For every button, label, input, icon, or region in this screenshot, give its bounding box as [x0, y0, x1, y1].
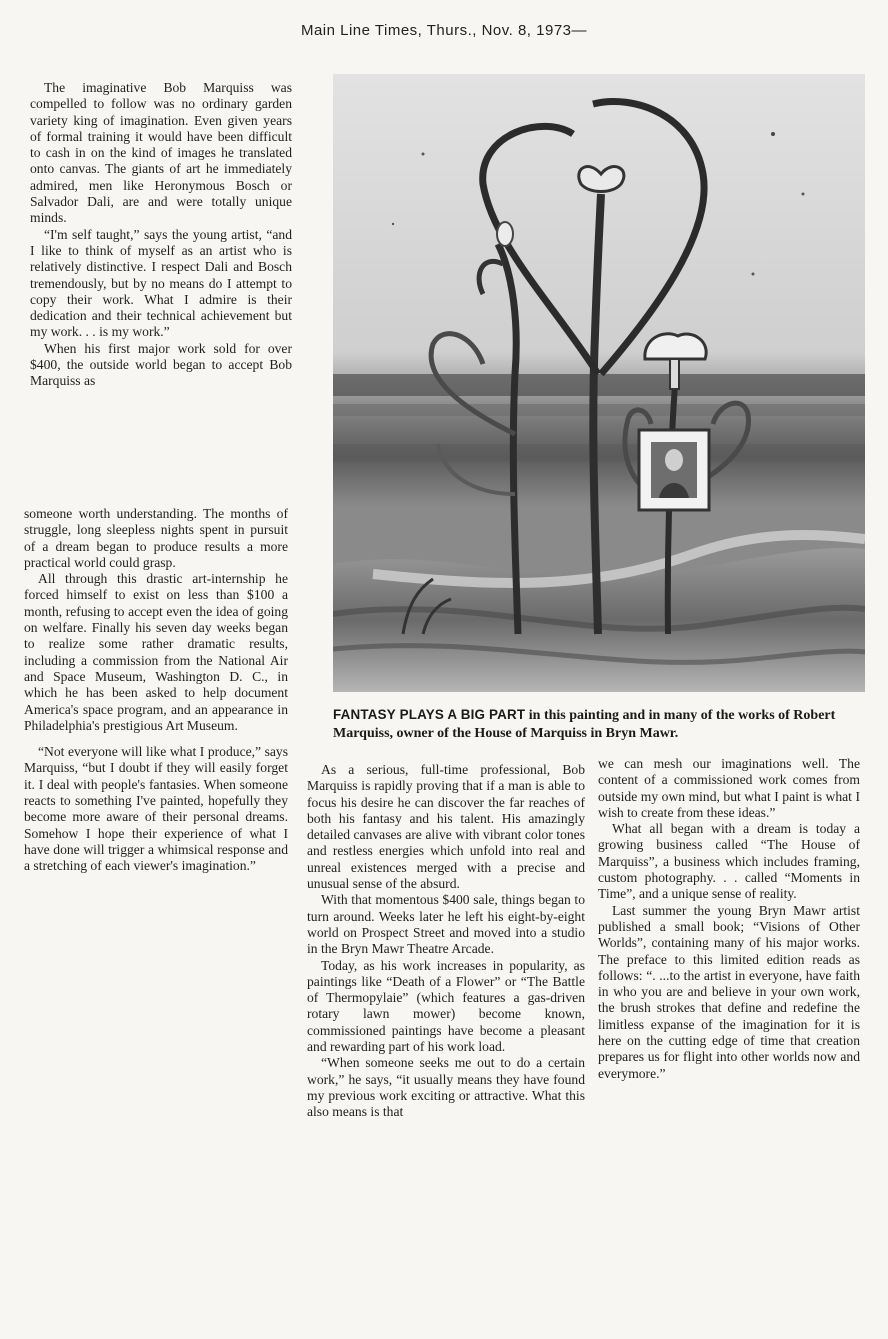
caption-text: in this painting and in many of the works of Robert Marquiss, owner of the House of Marquiss in Bryn Mawr. [333, 708, 836, 741]
paragraph: “Not everyone will like what I produce,” says Marquiss, “but I doubt if they will easily forget it. I deal with people's fantasies. When someone reacts to something I've painted, hopefully they become more aware of their personal dreams. Somehow I hope their experience of what I have done will trigger a whimsical response and a stretching of each viewer's imagination.” [24, 744, 288, 874]
article-column-right [598, 756, 860, 1082]
painting-illustration [333, 74, 865, 692]
photo-caption [333, 706, 873, 742]
article-column-middle [307, 762, 585, 1121]
paragraph: When his first major work sold for over $400, the outside world began to accept Bob Marquiss as [30, 340, 292, 389]
paragraph: What all began with a dream is today a growing business called “The House of Marquiss”, a business which includes framing, custom photography. . . called “Moments in Time”, and a unique sense of reality. [598, 821, 860, 902]
painting-image [333, 74, 865, 692]
paragraph: All through this drastic art-internship he forced himself to exist on less than $100 a month, refusing to accept even the idea of going on welfare. Finally his seven day weeks began to realize some rather dramatic results, including a commission from the National Air and Space Museum, Washington D. C., in which he has been asked to help document America's space program, and an appearance in Philadelphia's prestigious Art Museum. [24, 571, 288, 733]
paragraph: “When someone seeks me out to do a certain work,” he says, “it usually means they have found my previous work exciting or attractive. What this also means is that [307, 1055, 585, 1120]
page-header: Main Line Times, Thurs., Nov. 8, 1973— [300, 22, 588, 39]
paragraph: With that momentous $400 sale, things began to turn around. Weeks later he left his eight-by-eight world on Prospect Street and moved into a studio in the Bryn Mawr Theatre Arcade. [307, 892, 585, 957]
paragraph: The imaginative Bob Marquiss was compelled to follow was no ordinary garden variety king of imagination. Even given years of formal training it would have been difficult to cash in on the kind of images he translated onto canvas. The giants of art he immediately admired, men like Heronymous Bosch or Salvador Dali, are and were totally unique minds. [30, 80, 292, 226]
caption-lead: FANTASY PLAYS A BIG PART [333, 707, 526, 722]
paragraph: “I'm self taught,” says the young artist, “and I like to think of myself as an artist who is relatively distinctive. I respect Dali and Bosch tremendously, but by no means do I attempt to copy their work. What I admire is their dedication and their technical achievement but my work. . . is my work.” [30, 226, 292, 340]
paragraph: someone worth understanding. The months of struggle, long sleepless nights spent in pursuit of a dream began to produce results a more practical world could grasp. [24, 506, 288, 570]
paragraph: Last summer the young Bryn Mawr artist published a small book; “Visions of Other Worlds”, containing many of his major works. The preface to this limited edition reads as follows: “. ...to the artist in everyone, have faith in who you are and believe in your own work, the brush strokes that define and redefine the limitless expanse of the imagination for it is here on the cutting edge of time that creation prepares us for flight into other worlds now and everymore.” [598, 902, 860, 1081]
paragraph: Today, as his work increases in popularity, as paintings like “Death of a Flower” or “The Battle of Thermopylaie” (which features a gas-driven rotary lawn mower) become known, commissioned paintings have become a pleasant and rewarding part of his work load. [307, 957, 585, 1055]
article-column-left-top [30, 80, 292, 390]
paragraph: As a serious, full-time professional, Bob Marquiss is rapidly proving that if a man is able to focus his desire he can discover the far reaches of both his fantasy and his talent. His amazingly detailed canvases are alive with vibrant color tones and restless energies which unfold into real and unreal existences merged with a precise and unusual sense of the absurd. [307, 762, 585, 892]
article-column-left-bottom [24, 506, 288, 875]
paragraph: we can mesh our imaginations well. The content of a commissioned work comes from outside my own mind, but what I paint is what I wish to create from these ideas.” [598, 756, 860, 820]
